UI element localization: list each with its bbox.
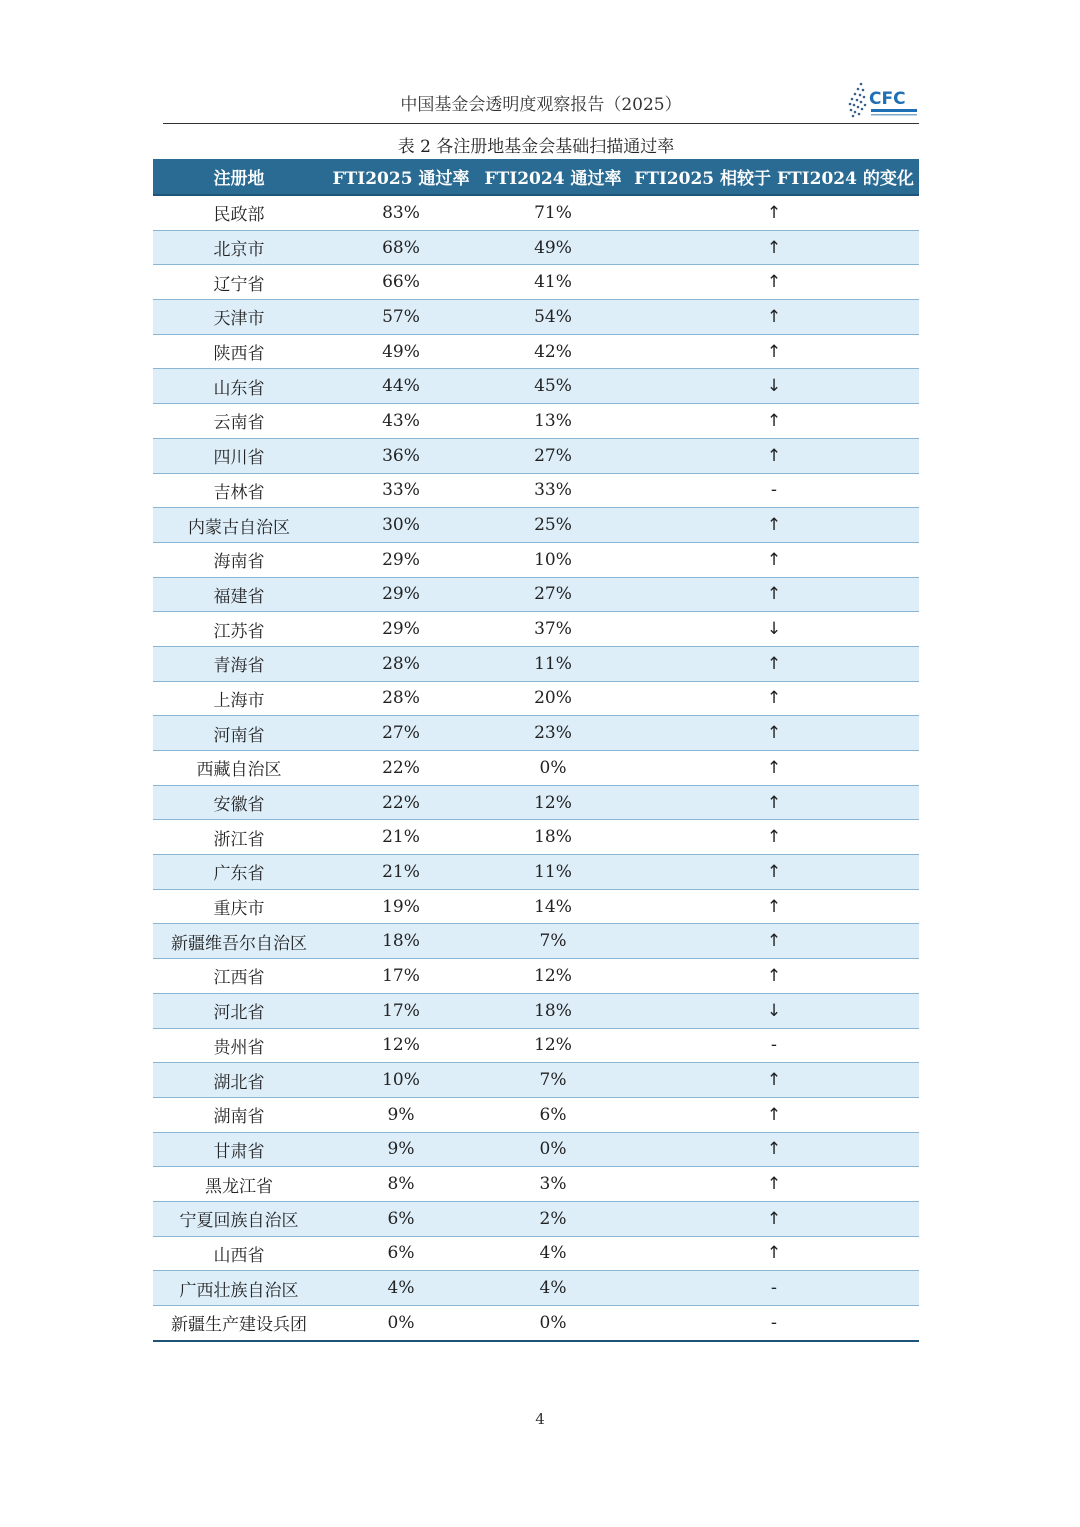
cell-fti2024: 49%: [477, 230, 629, 265]
table-caption: 表 2 各注册地基金会基础扫描通过率: [397, 137, 675, 157]
cell-region: 海南省: [153, 542, 325, 577]
report-title: 中国基金会透明度观察报告（2025）: [400, 95, 682, 115]
cell-fti2024: 23%: [477, 716, 629, 751]
table-row: [153, 542, 919, 577]
table-row: [153, 1167, 919, 1202]
cell-change: ↑: [629, 959, 919, 994]
cell-fti2025: 6%: [325, 1236, 477, 1271]
cell-fti2025: 4%: [325, 1271, 477, 1306]
cell-fti2025: 57%: [325, 300, 477, 335]
table-row: [153, 1271, 919, 1306]
cell-region: 上海市: [153, 681, 325, 716]
cell-fti2025: 36%: [325, 438, 477, 473]
cell-fti2024: 0%: [477, 1132, 629, 1167]
table-row: [153, 404, 919, 439]
cell-fti2025: 29%: [325, 542, 477, 577]
cell-fti2025: 22%: [325, 751, 477, 786]
cell-region: 山东省: [153, 369, 325, 404]
cell-region: 北京市: [153, 230, 325, 265]
cell-region: 吉林省: [153, 473, 325, 508]
column-header-change: FTI2025 相较于 FTI2024 的变化: [629, 159, 919, 195]
cell-region: 陕西省: [153, 334, 325, 369]
cell-region: 甘肃省: [153, 1132, 325, 1167]
cell-fti2024: 54%: [477, 300, 629, 335]
cell-change: ↑: [629, 751, 919, 786]
table-row: [153, 265, 919, 300]
cell-fti2025: 9%: [325, 1097, 477, 1132]
cell-fti2025: 28%: [325, 681, 477, 716]
table-header-row: [153, 159, 919, 195]
cell-region: 安徽省: [153, 785, 325, 820]
cell-region: 重庆市: [153, 889, 325, 924]
cell-fti2025: 68%: [325, 230, 477, 265]
table-row: [153, 1063, 919, 1098]
cell-region: 河南省: [153, 716, 325, 751]
cell-change: ↑: [629, 265, 919, 300]
cell-change: ↑: [629, 855, 919, 890]
column-header-fti2024: FTI2024 通过率: [477, 159, 629, 195]
cell-change: ↑: [629, 646, 919, 681]
cell-change: ↑: [629, 404, 919, 439]
column-header-region: 注册地: [153, 159, 325, 195]
table-row: [153, 855, 919, 890]
cell-fti2025: 21%: [325, 820, 477, 855]
table-row: [153, 438, 919, 473]
cell-region: 贵州省: [153, 1028, 325, 1063]
cell-change: ↑: [629, 542, 919, 577]
cell-change: ↑: [629, 1132, 919, 1167]
cell-change: ↑: [629, 334, 919, 369]
table-row: [153, 473, 919, 508]
cell-change: ↑: [629, 577, 919, 612]
cell-fti2024: 0%: [477, 751, 629, 786]
cell-fti2024: 4%: [477, 1271, 629, 1306]
cell-region: 新疆维吾尔自治区: [153, 924, 325, 959]
cell-region: 西藏自治区: [153, 751, 325, 786]
cell-fti2025: 44%: [325, 369, 477, 404]
cell-fti2024: 12%: [477, 959, 629, 994]
cell-change: ↑: [629, 1097, 919, 1132]
cell-change: ↑: [629, 785, 919, 820]
cell-fti2024: 45%: [477, 369, 629, 404]
cell-fti2025: 30%: [325, 508, 477, 543]
cell-fti2024: 41%: [477, 265, 629, 300]
table-row: [153, 681, 919, 716]
table-row: [153, 716, 919, 751]
table-row: [153, 1306, 919, 1341]
cell-fti2024: 7%: [477, 1063, 629, 1098]
table-row: [153, 924, 919, 959]
cell-fti2025: 43%: [325, 404, 477, 439]
cell-region: 辽宁省: [153, 265, 325, 300]
cell-fti2025: 18%: [325, 924, 477, 959]
table-row: [153, 369, 919, 404]
cell-fti2025: 10%: [325, 1063, 477, 1098]
table-row: [153, 785, 919, 820]
logo-text: CFC: [869, 89, 906, 109]
cell-fti2024: 18%: [477, 993, 629, 1028]
cell-fti2025: 8%: [325, 1167, 477, 1202]
cell-fti2025: 66%: [325, 265, 477, 300]
cell-fti2024: 12%: [477, 1028, 629, 1063]
cell-region: 浙江省: [153, 820, 325, 855]
cell-fti2025: 27%: [325, 716, 477, 751]
table-body: [153, 195, 919, 1341]
cell-fti2024: 0%: [477, 1306, 629, 1341]
cell-fti2024: 4%: [477, 1236, 629, 1271]
table-row: [153, 1201, 919, 1236]
cell-fti2025: 22%: [325, 785, 477, 820]
table-row: [153, 646, 919, 681]
cell-region: 福建省: [153, 577, 325, 612]
table-row: [153, 195, 919, 230]
cell-fti2025: 29%: [325, 612, 477, 647]
cell-fti2025: 33%: [325, 473, 477, 508]
cell-fti2024: 7%: [477, 924, 629, 959]
cell-fti2024: 10%: [477, 542, 629, 577]
cell-change: ↑: [629, 230, 919, 265]
cell-region: 江西省: [153, 959, 325, 994]
cell-fti2025: 17%: [325, 959, 477, 994]
cell-fti2025: 0%: [325, 1306, 477, 1341]
cell-region: 新疆生产建设兵团: [153, 1306, 325, 1341]
cell-region: 青海省: [153, 646, 325, 681]
cell-change: -: [629, 1271, 919, 1306]
cell-region: 民政部: [153, 195, 325, 230]
cell-region: 黑龙江省: [153, 1167, 325, 1202]
cell-change: ↓: [629, 612, 919, 647]
table-row: [153, 577, 919, 612]
cell-fti2025: 29%: [325, 577, 477, 612]
table-row: [153, 1097, 919, 1132]
cell-region: 湖南省: [153, 1097, 325, 1132]
cell-fti2024: 3%: [477, 1167, 629, 1202]
cell-region: 云南省: [153, 404, 325, 439]
table-row: [153, 508, 919, 543]
table-row: [153, 889, 919, 924]
table-row: [153, 300, 919, 335]
cell-fti2025: 49%: [325, 334, 477, 369]
table-row: [153, 612, 919, 647]
cell-change: ↑: [629, 1063, 919, 1098]
cell-fti2025: 9%: [325, 1132, 477, 1167]
cell-fti2024: 20%: [477, 681, 629, 716]
page-header: [163, 78, 919, 124]
cell-region: 河北省: [153, 993, 325, 1028]
cell-fti2025: 28%: [325, 646, 477, 681]
cell-fti2024: 25%: [477, 508, 629, 543]
cell-region: 天津市: [153, 300, 325, 335]
cell-change: ↑: [629, 508, 919, 543]
cell-change: ↑: [629, 820, 919, 855]
cell-change: ↑: [629, 1236, 919, 1271]
cell-fti2024: 27%: [477, 577, 629, 612]
cell-region: 广东省: [153, 855, 325, 890]
cell-fti2024: 27%: [477, 438, 629, 473]
cell-change: ↑: [629, 438, 919, 473]
cell-fti2025: 19%: [325, 889, 477, 924]
cell-fti2024: 14%: [477, 889, 629, 924]
cell-change: ↑: [629, 924, 919, 959]
cell-change: -: [629, 1306, 919, 1341]
cell-region: 内蒙古自治区: [153, 508, 325, 543]
cell-change: ↑: [629, 1201, 919, 1236]
table-row: [153, 1028, 919, 1063]
cell-fti2024: 2%: [477, 1201, 629, 1236]
cell-fti2024: 37%: [477, 612, 629, 647]
cell-fti2024: 33%: [477, 473, 629, 508]
page-number: 4: [535, 1410, 545, 1428]
cell-region: 湖北省: [153, 1063, 325, 1098]
table-row: [153, 959, 919, 994]
cell-region: 江苏省: [153, 612, 325, 647]
cell-change: ↑: [629, 889, 919, 924]
cell-fti2024: 71%: [477, 195, 629, 230]
cell-fti2024: 6%: [477, 1097, 629, 1132]
table-row: [153, 1236, 919, 1271]
cell-change: ↑: [629, 1167, 919, 1202]
cell-region: 四川省: [153, 438, 325, 473]
cell-fti2024: 18%: [477, 820, 629, 855]
cell-region: 广西壮族自治区: [153, 1271, 325, 1306]
cell-fti2025: 17%: [325, 993, 477, 1028]
table-row: [153, 1132, 919, 1167]
cell-change: ↑: [629, 300, 919, 335]
table-row: [153, 820, 919, 855]
cell-change: ↑: [629, 195, 919, 230]
cell-fti2025: 83%: [325, 195, 477, 230]
cfc-logo: [847, 78, 919, 122]
cell-change: ↑: [629, 681, 919, 716]
cell-fti2024: 13%: [477, 404, 629, 439]
cell-fti2024: 12%: [477, 785, 629, 820]
cell-change: -: [629, 1028, 919, 1063]
cell-change: ↓: [629, 993, 919, 1028]
cell-change: ↑: [629, 716, 919, 751]
cell-fti2025: 21%: [325, 855, 477, 890]
cell-fti2024: 11%: [477, 646, 629, 681]
cell-fti2024: 42%: [477, 334, 629, 369]
cell-fti2024: 11%: [477, 855, 629, 890]
table-row: [153, 230, 919, 265]
cell-region: 宁夏回族自治区: [153, 1201, 325, 1236]
table-row: [153, 993, 919, 1028]
cell-region: 山西省: [153, 1236, 325, 1271]
cell-change: ↓: [629, 369, 919, 404]
table-row: [153, 334, 919, 369]
pass-rate-table: [153, 159, 919, 1342]
cell-fti2025: 6%: [325, 1201, 477, 1236]
table-row: [153, 751, 919, 786]
cell-change: -: [629, 473, 919, 508]
column-header-fti2025: FTI2025 通过率: [325, 159, 477, 195]
cell-fti2025: 12%: [325, 1028, 477, 1063]
